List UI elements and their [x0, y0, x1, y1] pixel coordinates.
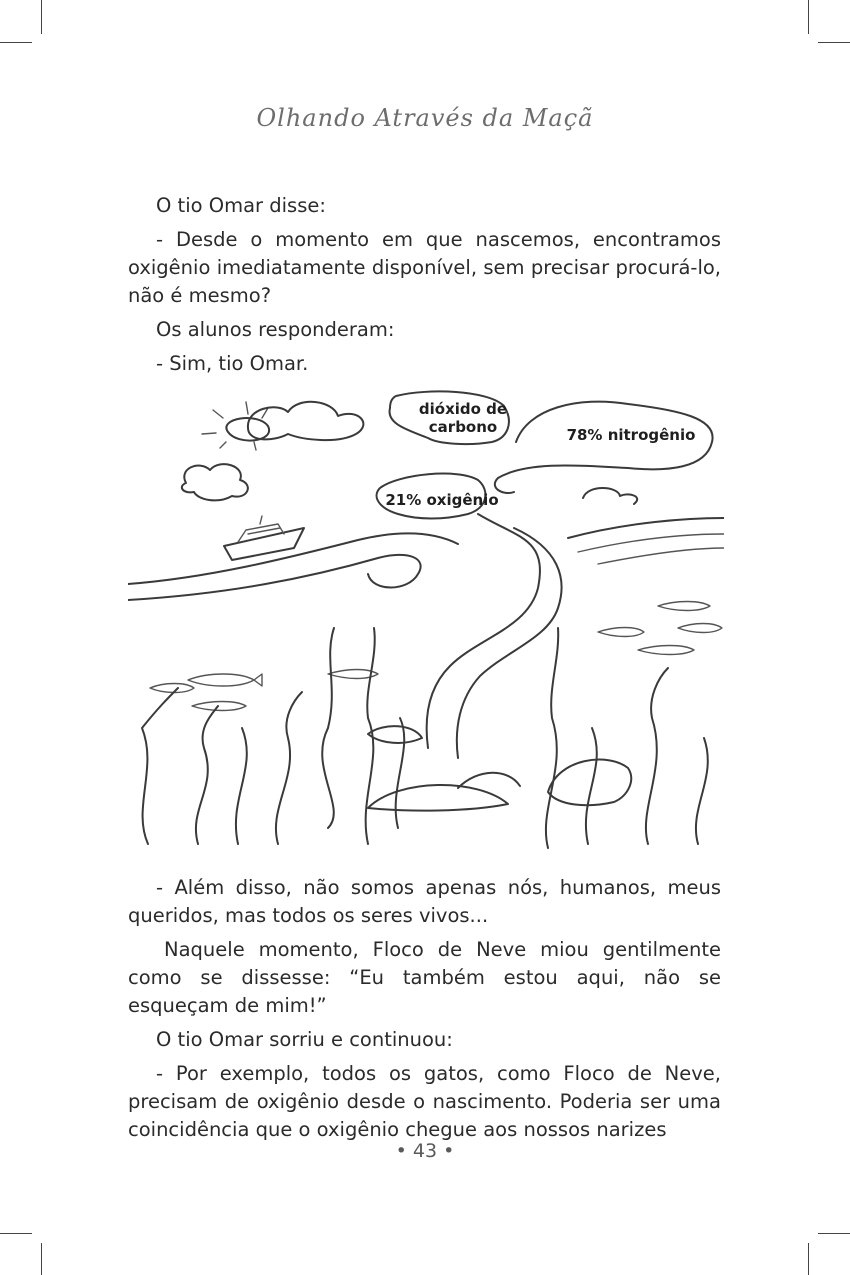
crop-mark — [808, 0, 809, 34]
bubble-co2-line1: dióxido de — [418, 400, 508, 418]
paragraph: Os alunos responderam: — [156, 318, 395, 341]
illustration-svg — [128, 388, 724, 850]
bubble-n2-text: 78% nitrogênio — [566, 426, 696, 444]
paragraph: O tio Omar disse: — [156, 194, 326, 217]
seaweed — [142, 628, 708, 848]
bubble-co2 — [390, 391, 509, 444]
paragraph: Naquele momento, Floco de Neve miou gentilmente como se dissesse: “Eu também estou aqui, não se esqueçam de mim!” — [128, 938, 721, 1017]
text-block-bottom — [128, 874, 721, 1150]
ship-icon — [224, 516, 304, 560]
crop-mark — [818, 1233, 850, 1234]
text-block-top — [128, 192, 721, 384]
bubble-o2-text: 21% oxigênio — [385, 491, 499, 509]
crop-mark — [0, 1233, 32, 1234]
bubble-co2-line2: carbono — [428, 418, 498, 436]
crop-mark — [41, 0, 42, 34]
crop-mark — [818, 42, 850, 43]
fish-icon — [150, 602, 722, 711]
bubble-o2 — [377, 474, 499, 519]
paragraph: - Sim, tio Omar. — [156, 352, 309, 375]
paragraph: - Desde o momento em que nascemos, encontramos oxigênio imediatamente disponível, sem precisar procurá-lo, não é mesmo? — [128, 228, 721, 307]
crop-mark — [808, 1243, 809, 1275]
sun-icon — [202, 402, 269, 450]
crop-mark — [0, 42, 32, 43]
page-number: • 43 • — [395, 1140, 455, 1162]
paragraph: - Além disso, não somos apenas nós, humanos, meus queridos, mas todos os seres vivos... — [128, 876, 721, 927]
crop-mark — [41, 1243, 42, 1275]
rocks — [368, 726, 631, 811]
running-header: Olhando Através da Maçã — [256, 104, 594, 132]
paragraph: O tio Omar sorriu e continuou: — [156, 1028, 453, 1051]
ocean-air-illustration — [128, 388, 724, 850]
cloud-icon — [182, 402, 637, 504]
paragraph: - Por exemplo, todos os gatos, como Floco de Neve, precisam de oxigênio desde o nascimento. Poderia ser uma coincidência que o oxigênio chegue aos nossos narizes — [128, 1062, 721, 1141]
bubble-n2 — [495, 402, 713, 493]
